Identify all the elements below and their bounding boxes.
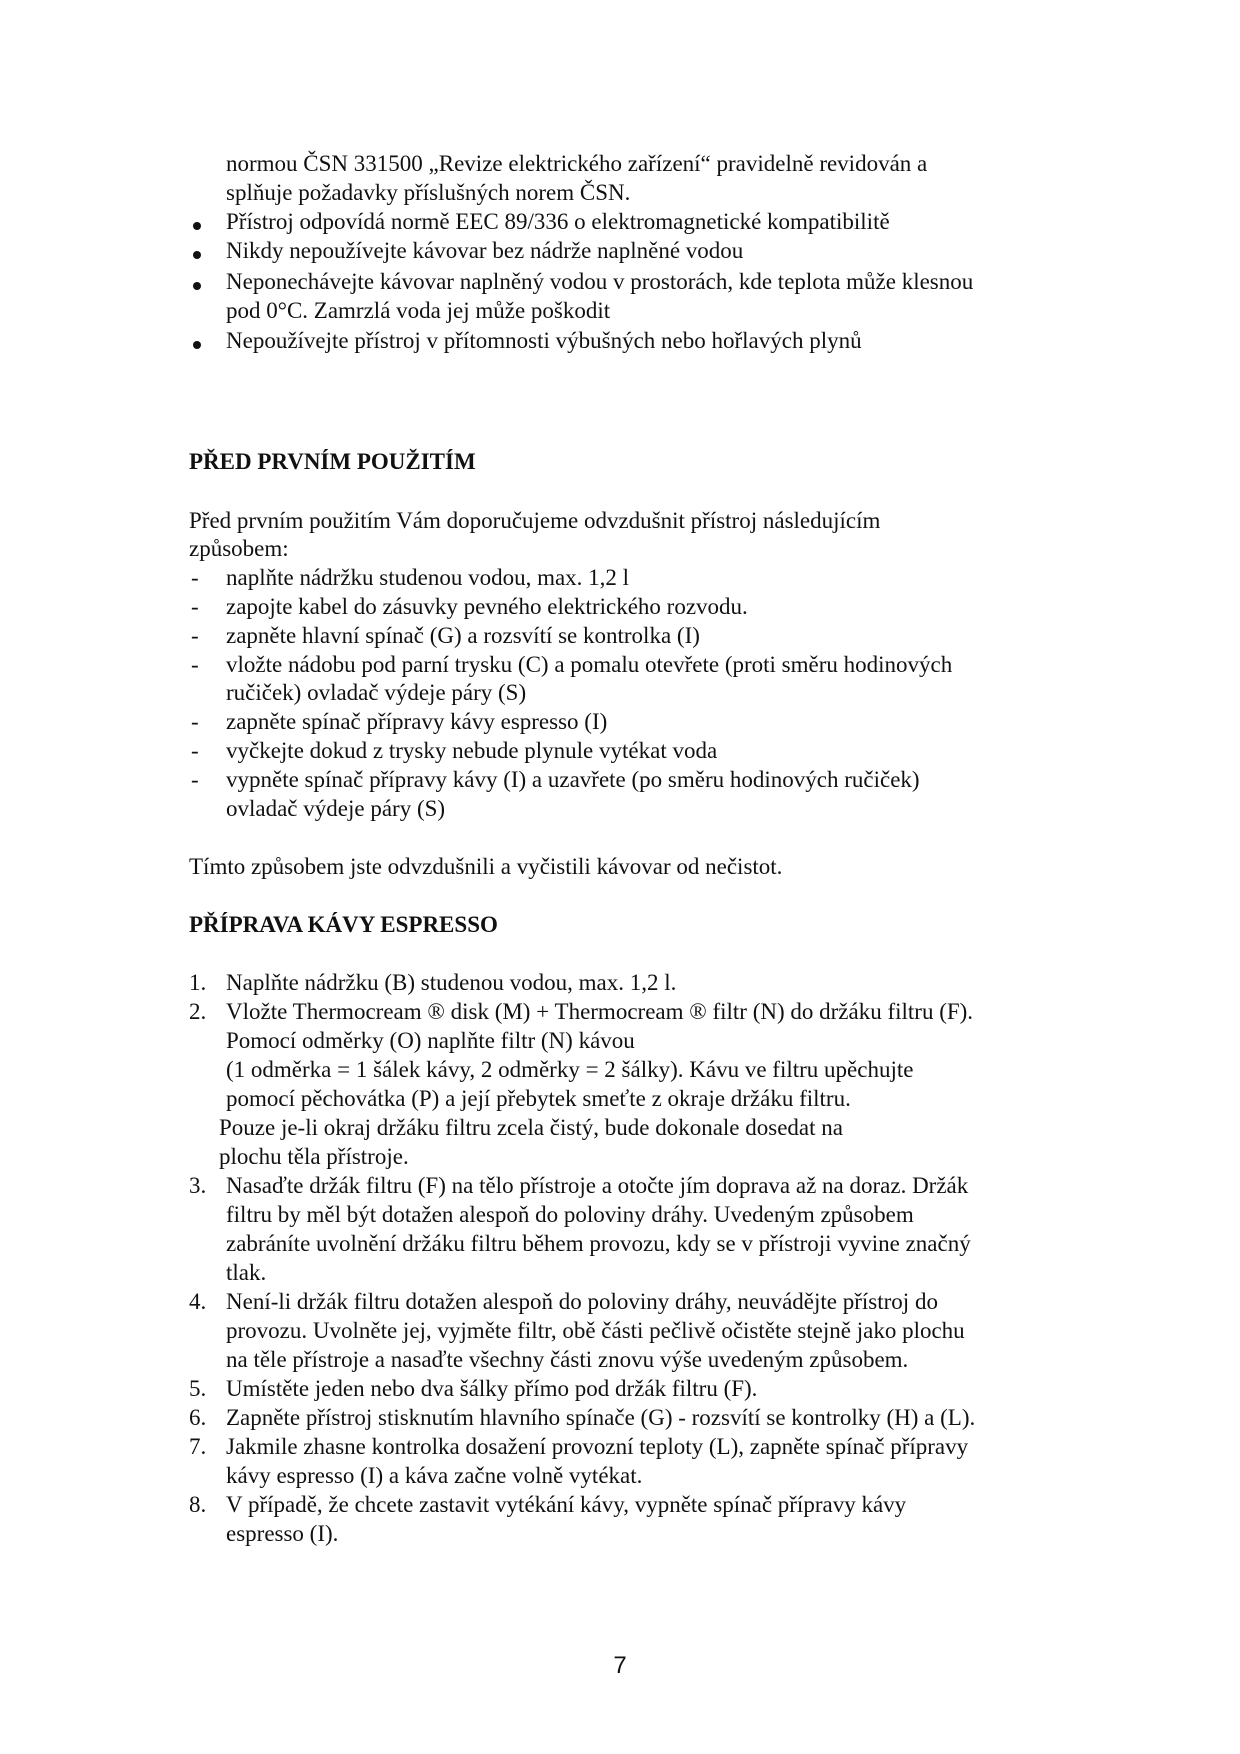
list-number: 7.: [189, 1434, 207, 1459]
bullet-line: Přístroj odpovídá normě EEC 89/336 o elektromagnetické kompatibilitě: [226, 209, 890, 234]
list-item: na těle přístroje a nasaďte všechny části znovu výše uvedeným způsobem.: [226, 1347, 909, 1372]
list-item: Není-li držák filtru dotažen alespoň do poloviny dráhy, neuvádějte přístroj do: [226, 1289, 938, 1314]
bullet-line: Neponechávejte kávovar naplněný vodou v prostorách, kde teplota může klesnou: [226, 269, 974, 294]
dash-marker: -: [191, 623, 199, 648]
dash-marker: -: [191, 767, 199, 792]
list-item: pomocí pěchovátka (P) a její přebytek smeťte z okraje držáku filtru.: [226, 1086, 851, 1111]
list-item: V případě, že chcete zastavit vytékání kávy, vypněte spínač přípravy kávy: [226, 1492, 907, 1517]
list-number: 3.: [189, 1173, 207, 1198]
list-item: Pouze je-li okraj držáku filtru zcela čistý, bude dokonale dosedat na: [219, 1115, 843, 1140]
section-heading: PŘED PRVNÍM POUŽITÍM: [189, 449, 476, 474]
dash-marker: -: [191, 652, 199, 677]
list-item: tlak.: [226, 1260, 267, 1285]
bullet-icon: [193, 282, 201, 290]
list-item: Vložte Thermocream ® disk (M) + Thermocream ® filtr (N) do držáku filtru (F).: [226, 999, 974, 1024]
list-item: zapněte hlavní spínač (G) a rozsvítí se kontrolka (I): [226, 623, 700, 648]
list-item: vyčkejte dokud z trysky nebude plynule vytékat voda: [226, 738, 718, 763]
paragraph-line: Před prvním použitím Vám doporučujeme odvzdušnit přístroj následujícím: [189, 508, 881, 533]
list-item: filtru by měl být dotažen alespoň do poloviny dráhy. Uvedeným způsobem: [226, 1202, 914, 1227]
intro-continuation-line: normou ČSN 331500 „Revize elektrického zařízení“ pravidelně revidován a: [226, 151, 928, 176]
dash-marker: -: [191, 709, 199, 734]
list-item: zapojte kabel do zásuvky pevného elektrického rozvodu.: [226, 594, 748, 619]
bullet-line: pod 0°C. Zamrzlá voda jej může poškodit: [226, 298, 611, 323]
bullet-icon: [193, 341, 201, 349]
list-number: 4.: [189, 1289, 207, 1314]
list-item: provozu. Uvolněte jej, vyjměte filtr, obě části pečlivě očistěte stejně jako plochu: [226, 1318, 965, 1343]
dash-marker: -: [191, 565, 199, 590]
list-item: Pomocí odměrky (O) naplňte filtr (N) kávou: [226, 1028, 635, 1053]
list-item: espresso (I).: [226, 1521, 339, 1546]
list-item: vložte nádobu pod parní trysku (C) a pomalu otevřete (proti směru hodinových: [226, 652, 953, 677]
section-heading: PŘÍPRAVA KÁVY ESPRESSO: [189, 912, 498, 937]
list-item: ovladač výdeje páry (S): [226, 796, 446, 821]
closing-paragraph: Tímto způsobem jste odvzdušnili a vyčistili kávovar od nečistot.: [189, 854, 783, 879]
list-item: kávy espresso (I) a káva začne volně vytékat.: [226, 1463, 643, 1488]
intro-continuation-line: splňuje požadavky příslušných norem ČSN.: [226, 180, 631, 205]
list-item: vypněte spínač přípravy kávy (I) a uzavřete (po směru hodinových ručiček): [226, 767, 920, 792]
bullet-line: Nikdy nepoužívejte kávovar bez nádrže naplněné vodou: [226, 238, 744, 263]
bullet-icon: [193, 251, 201, 259]
list-item: Naplňte nádržku (B) studenou vodou, max. 1,2 l.: [226, 970, 677, 995]
list-item: plochu těla přístroje.: [219, 1144, 409, 1169]
dash-marker: -: [191, 738, 199, 763]
bullet-line: Nepoužívejte přístroj v přítomnosti výbušných nebo hořlavých plynů: [226, 328, 862, 353]
list-number: 5.: [189, 1376, 207, 1401]
list-item: ručiček) ovladač výdeje páry (S): [226, 680, 527, 705]
list-item: zabráníte uvolnění držáku filtru během provozu, kdy se v přístroji vyvine značný: [226, 1231, 971, 1256]
list-item: Umístěte jeden nebo dva šálky přímo pod držák filtru (F).: [226, 1376, 758, 1401]
list-number: 6.: [189, 1405, 207, 1430]
list-item: (1 odměrka = 1 šálek kávy, 2 odměrky = 2 šálky). Kávu ve filtru upěchujte: [226, 1057, 914, 1082]
list-number: 1.: [189, 970, 207, 995]
bullet-icon: [193, 222, 201, 230]
paragraph-line: způsobem:: [189, 536, 289, 561]
list-item: zapněte spínač přípravy kávy espresso (I): [226, 709, 608, 734]
list-number: 2.: [189, 999, 207, 1024]
list-number: 8.: [189, 1492, 207, 1517]
list-item: naplňte nádržku studenou vodou, max. 1,2 l: [226, 565, 630, 590]
list-item: Nasaďte držák filtru (F) na tělo přístroje a otočte jím doprava až na doraz. Držák: [226, 1173, 969, 1198]
page-number: 7: [613, 1652, 627, 1679]
list-item: Zapněte přístroj stisknutím hlavního spínače (G) - rozsvítí se kontrolky (H) a (L).: [226, 1405, 976, 1430]
dash-marker: -: [191, 594, 199, 619]
list-item: Jakmile zhasne kontrolka dosažení provozní teploty (L), zapněte spínač přípravy: [226, 1434, 969, 1459]
